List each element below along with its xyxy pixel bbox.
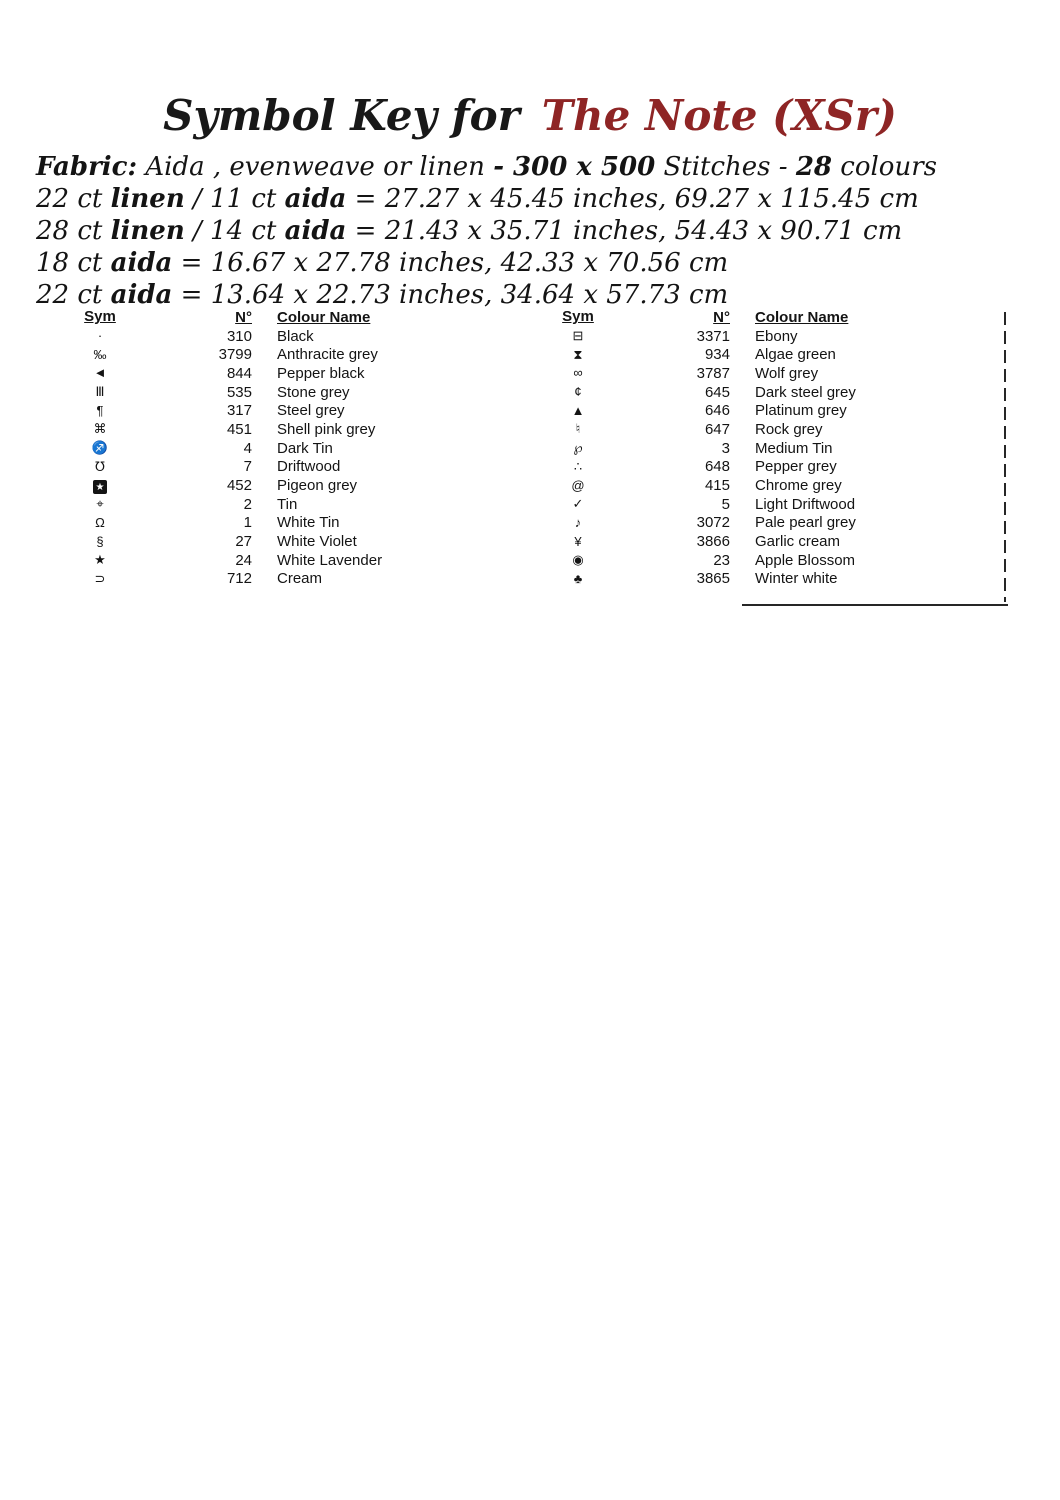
stitch-symbol: ∴ xyxy=(573,458,583,474)
floss-number: 648 xyxy=(704,458,730,476)
fabric-line xyxy=(36,151,937,183)
stitch-symbol: ★ xyxy=(93,480,107,494)
colour-name: Anthracite grey xyxy=(277,346,378,364)
floss-number: 1 xyxy=(243,514,252,532)
colour-name: Pigeon grey xyxy=(277,477,358,495)
symbol-key-table-right xyxy=(538,308,978,588)
colour-name: White Violet xyxy=(277,533,357,551)
colour-name: Rock grey xyxy=(755,420,823,438)
colour-name: Platinum grey xyxy=(755,402,847,420)
fabric-text: aida xyxy=(110,280,173,310)
column-header-name: Colour Name xyxy=(755,308,849,326)
stitch-symbol: ¢ xyxy=(574,384,582,400)
key-row xyxy=(538,364,978,383)
key-row xyxy=(60,458,500,477)
stitch-symbol: ✓ xyxy=(572,496,584,512)
colour-name: Algae green xyxy=(755,346,836,364)
fabric-text: = 21.43 x 35.71 inches, 54.43 x 90.71 cm xyxy=(346,216,903,246)
fabric-text: aida xyxy=(284,216,347,246)
stitch-symbol: Ω xyxy=(95,514,105,530)
stitch-symbol: ℘ xyxy=(573,440,583,456)
stitch-symbol: ⊟ xyxy=(572,328,584,344)
floss-number: 3371 xyxy=(696,327,730,345)
column-header-sym: Sym xyxy=(84,308,116,326)
key-row xyxy=(60,383,500,402)
fabric-text: Fabric: xyxy=(36,152,138,182)
fabric-text: aida xyxy=(110,248,173,278)
stitch-symbol: ℧ xyxy=(95,458,105,474)
colour-name: Cream xyxy=(277,570,323,588)
key-row xyxy=(60,439,500,458)
stitch-symbol: ♮ xyxy=(575,421,581,437)
floss-number: 317 xyxy=(226,402,252,420)
fabric-text: 22 ct xyxy=(36,280,111,310)
key-row xyxy=(60,420,500,439)
colour-name: Pepper black xyxy=(277,364,365,382)
colour-name: Shell pink grey xyxy=(277,420,376,438)
stitch-symbol: ◄ xyxy=(93,365,107,381)
stitch-symbol: ¶ xyxy=(96,402,104,418)
floss-number: 3865 xyxy=(696,570,730,588)
floss-number: 934 xyxy=(704,346,730,364)
floss-number: 646 xyxy=(704,402,730,420)
key-row xyxy=(538,383,978,402)
stitch-symbol: Ⅲ xyxy=(95,384,105,400)
key-row xyxy=(538,476,978,495)
colour-name: Dark Tin xyxy=(277,439,333,457)
fabric-text: = 16.67 x 27.78 inches, 42.33 x 70.56 cm xyxy=(172,248,729,278)
floss-number: 3799 xyxy=(218,346,252,364)
fabric-text: 18 ct xyxy=(36,248,111,278)
colour-name: Apple Blossom xyxy=(755,551,856,569)
key-row xyxy=(60,514,500,533)
key-row xyxy=(60,401,500,420)
fabric-text: = 27.27 x 45.45 inches, 69.27 x 115.45 cm xyxy=(346,184,919,214)
floss-number: 2 xyxy=(243,495,252,513)
symbol-key-table-left xyxy=(60,308,500,588)
key-row xyxy=(60,476,500,495)
stitch-symbol: ▲ xyxy=(571,402,585,418)
colour-name: Winter white xyxy=(755,570,838,588)
fabric-text: linen xyxy=(110,184,185,214)
colour-name: Tin xyxy=(277,495,298,513)
colour-name: White Tin xyxy=(277,514,340,532)
stitch-symbol: § xyxy=(96,533,104,549)
key-row xyxy=(60,551,500,570)
fabric-line xyxy=(36,215,937,247)
colour-name: Garlic cream xyxy=(755,533,841,551)
key-row xyxy=(538,532,978,551)
fabric-text: Stitches - xyxy=(655,152,796,182)
floss-number: 3 xyxy=(721,439,730,457)
colour-name: Black xyxy=(277,327,314,345)
floss-number: 844 xyxy=(226,364,252,382)
colour-name: White Lavender xyxy=(277,551,383,569)
column-header-sym: Sym xyxy=(562,308,594,326)
key-header-row xyxy=(538,308,978,327)
floss-number: 647 xyxy=(704,420,730,438)
floss-number: 310 xyxy=(226,327,252,345)
key-row xyxy=(60,570,500,589)
floss-number: 5 xyxy=(721,495,730,513)
key-row xyxy=(538,495,978,514)
column-header-num: N° xyxy=(713,308,730,326)
colour-name: Dark steel grey xyxy=(755,383,856,401)
stitch-symbol: ♣ xyxy=(573,570,583,586)
colour-name: Stone grey xyxy=(277,383,350,401)
key-row xyxy=(60,327,500,346)
fabric-text: Aida , evenweave or linen xyxy=(137,152,494,182)
stitch-symbol: ∞ xyxy=(573,365,583,381)
fabric-line xyxy=(36,183,937,215)
fabric-text: / 11 ct xyxy=(184,184,285,214)
key-row xyxy=(538,345,978,364)
key-row xyxy=(538,514,978,533)
fabric-text: = 13.64 x 22.73 inches, 34.64 x 57.73 cm xyxy=(172,280,729,310)
floss-number: 3866 xyxy=(696,533,730,551)
floss-number: 7 xyxy=(243,458,252,476)
floss-number: 27 xyxy=(235,533,252,551)
fabric-line xyxy=(36,247,937,279)
page-title xyxy=(0,90,1060,142)
key-row xyxy=(60,364,500,383)
stitch-symbol: ★ xyxy=(94,552,106,568)
stitch-symbol: ♐ xyxy=(91,440,109,456)
floss-number: 4 xyxy=(243,439,252,457)
colour-name: Steel grey xyxy=(277,402,345,420)
floss-number: 3787 xyxy=(696,364,730,382)
fabric-text: aida xyxy=(284,184,347,214)
fabric-line xyxy=(36,279,937,311)
fabric-text: 22 ct xyxy=(36,184,111,214)
stitch-symbol: ◉ xyxy=(572,552,584,568)
key-row xyxy=(60,495,500,514)
floss-number: 23 xyxy=(713,551,730,569)
fabric-info xyxy=(36,151,937,311)
stitch-symbol: ‰ xyxy=(93,346,107,362)
colour-name: Chrome grey xyxy=(755,477,842,495)
colour-name: Wolf grey xyxy=(755,364,819,382)
floss-number: 452 xyxy=(226,477,252,495)
colour-name: Medium Tin xyxy=(755,439,833,457)
column-header-name: Colour Name xyxy=(277,308,371,326)
stitch-symbol: · xyxy=(97,328,103,344)
fabric-text: 28 ct xyxy=(36,216,111,246)
key-row xyxy=(538,458,978,477)
column-header-num: N° xyxy=(235,308,252,326)
floss-number: 24 xyxy=(235,551,252,569)
floss-number: 451 xyxy=(226,420,252,438)
title-prefix: Symbol Key for xyxy=(163,91,520,140)
title-pattern-name: The Note (XSr) xyxy=(541,91,897,140)
colour-name: Pale pearl grey xyxy=(755,514,856,532)
floss-number: 712 xyxy=(226,570,252,588)
fabric-text: 28 xyxy=(795,152,833,182)
stitch-symbol: ⌖ xyxy=(96,496,104,512)
fabric-text: linen xyxy=(110,216,185,246)
floss-number: 645 xyxy=(704,383,730,401)
colour-name: Pepper grey xyxy=(755,458,837,476)
colour-name: Ebony xyxy=(755,327,798,345)
key-row xyxy=(60,345,500,364)
floss-number: 415 xyxy=(704,477,730,495)
floss-number: 3072 xyxy=(696,514,730,532)
fabric-text: / 14 ct xyxy=(184,216,285,246)
key-row xyxy=(538,420,978,439)
key-row xyxy=(538,551,978,570)
stitch-symbol: ♪ xyxy=(574,514,582,530)
fabric-text: - 300 x 500 xyxy=(493,152,656,182)
colour-name: Light Driftwood xyxy=(755,495,856,513)
colour-name: Driftwood xyxy=(277,458,341,476)
stitch-symbol: ¥ xyxy=(574,533,582,549)
floss-number: 535 xyxy=(226,383,252,401)
table-border-right xyxy=(1004,312,1006,602)
fabric-text: colours xyxy=(832,152,937,182)
stitch-symbol: @ xyxy=(571,477,585,493)
stitch-symbol: ⌘ xyxy=(93,421,107,437)
key-header-row xyxy=(60,308,500,327)
key-row xyxy=(538,439,978,458)
key-row xyxy=(538,570,978,589)
key-row xyxy=(60,532,500,551)
key-row xyxy=(538,327,978,346)
key-row xyxy=(538,401,978,420)
table-border-bottom xyxy=(742,604,1008,606)
stitch-symbol: ⧗ xyxy=(573,346,583,362)
stitch-symbol: ⊃ xyxy=(94,570,106,586)
